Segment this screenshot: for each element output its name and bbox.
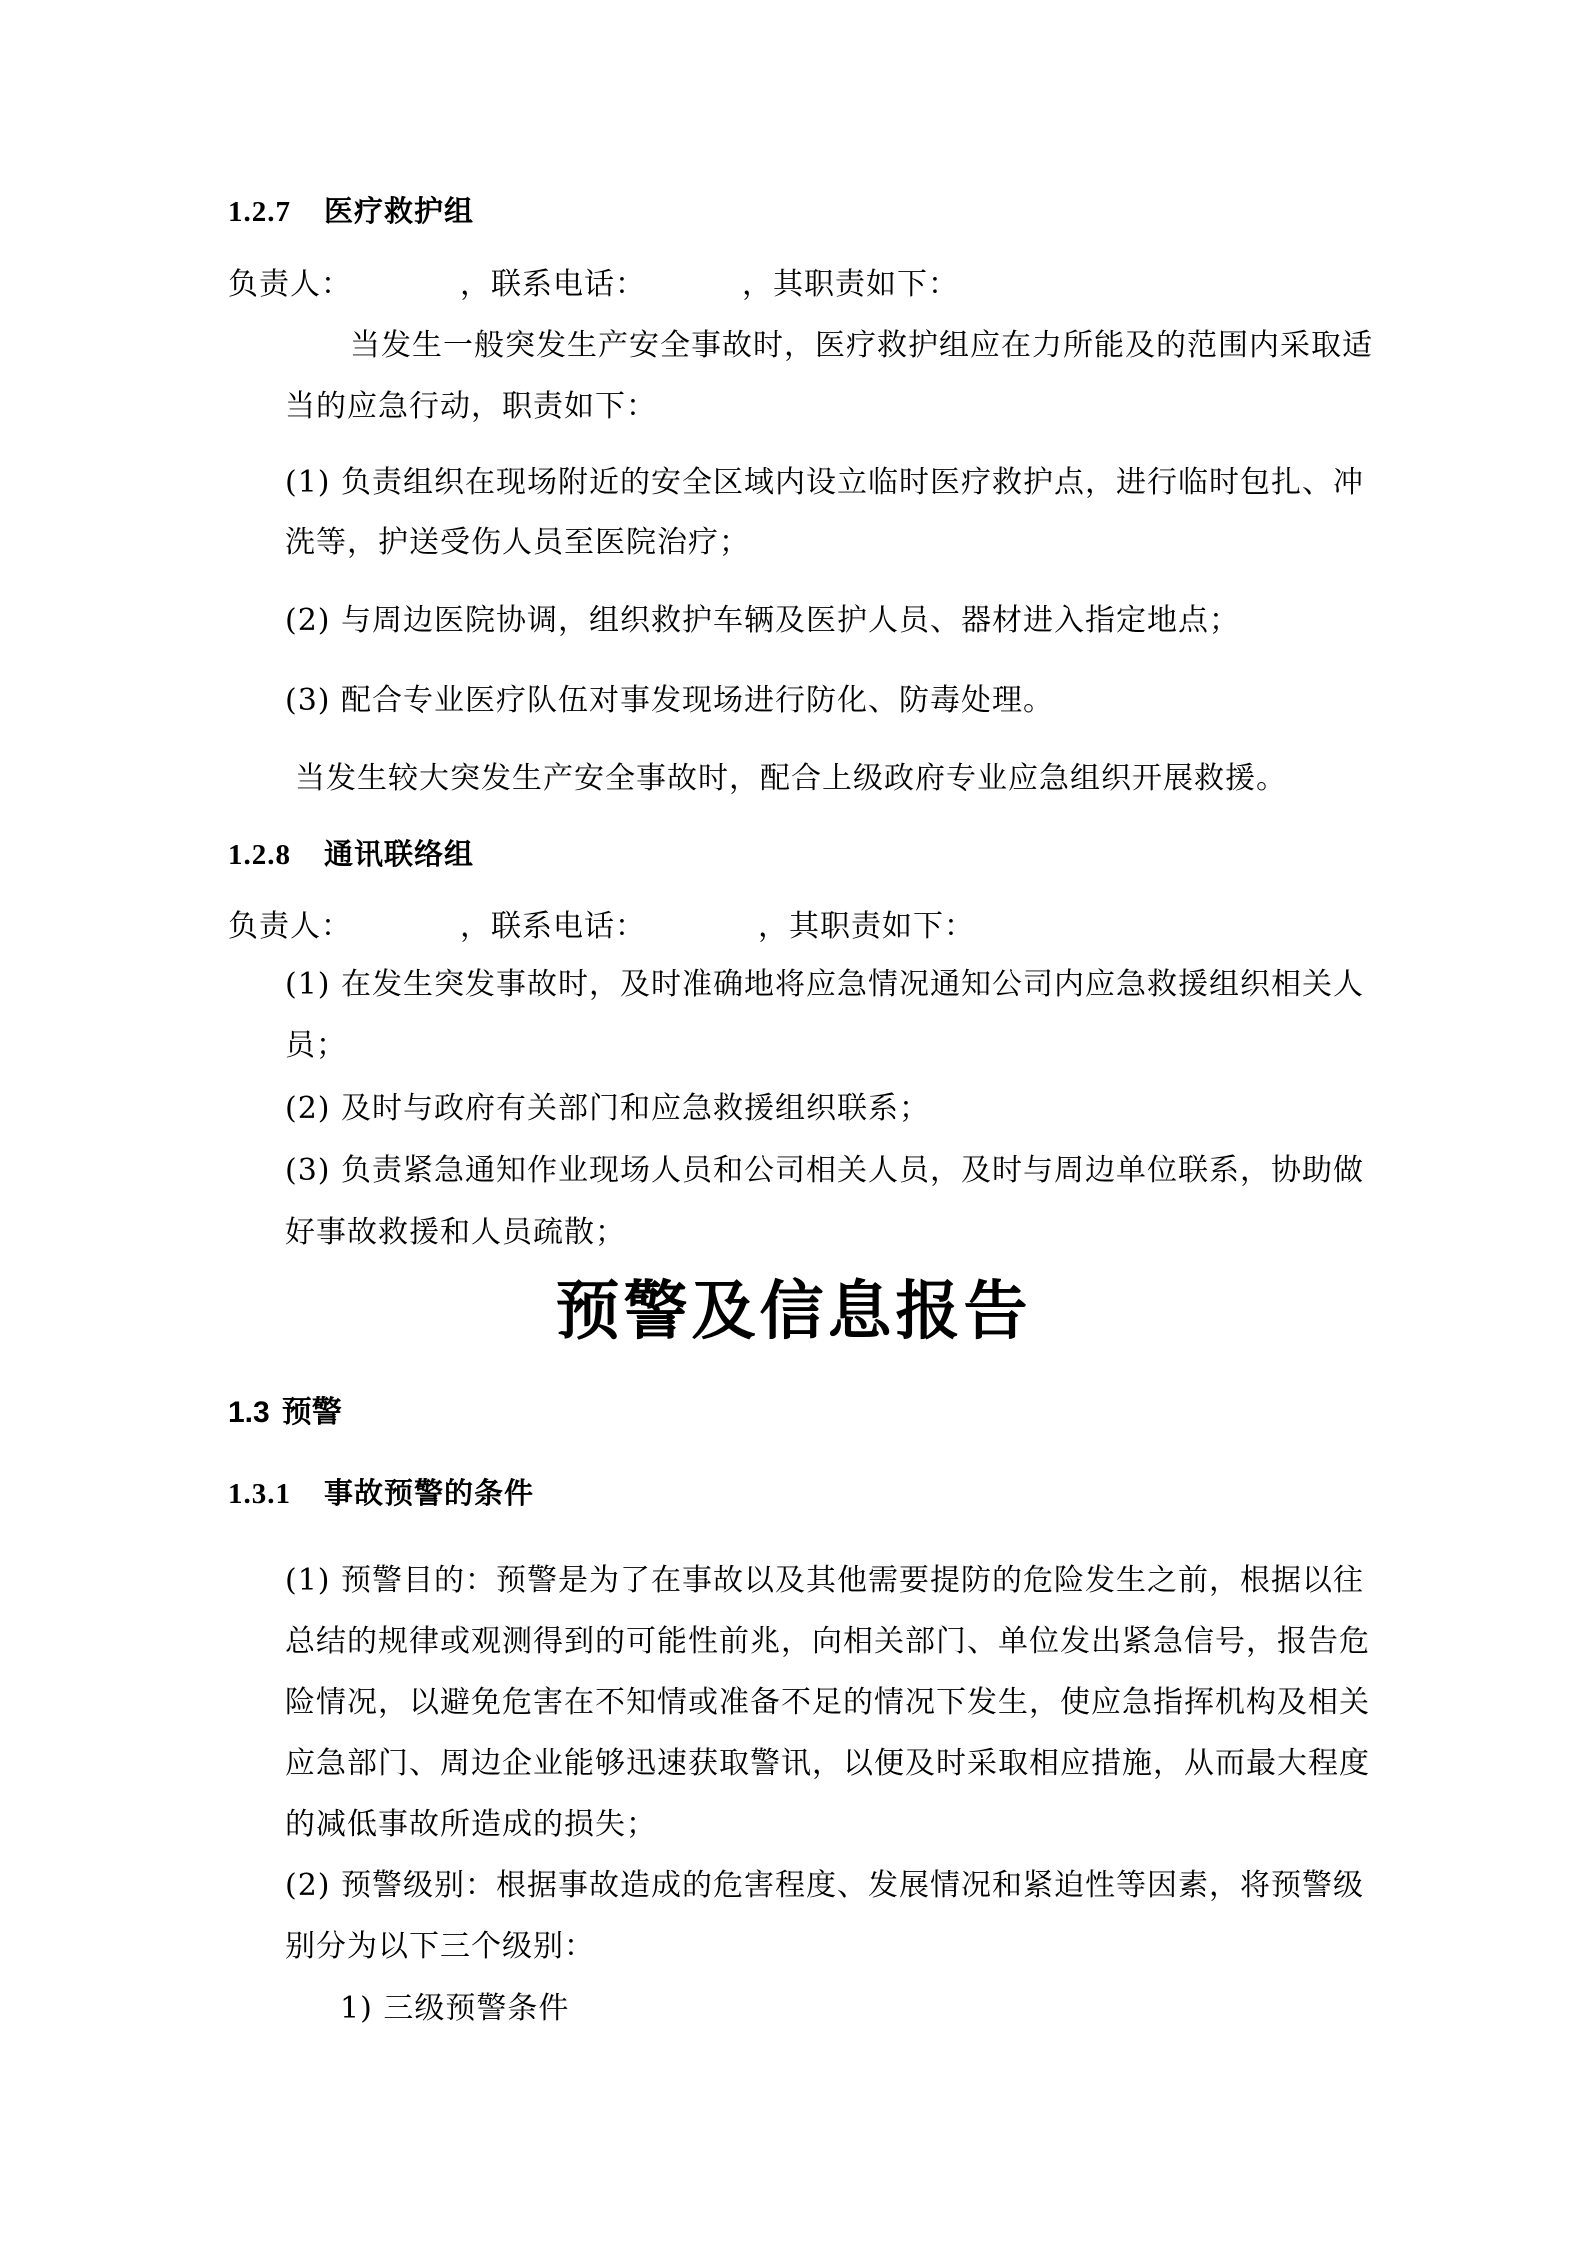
section-heading-1-3-1 [228, 1472, 534, 1515]
duty-label: ，其职责如下： [742, 267, 959, 302]
phone-label: ，联系电话： [460, 909, 646, 944]
list-item-line: (2) 与周边医院协调，组织救护车辆及医护人员、器材进入指定地点； [285, 603, 1241, 638]
section-title: 事故预警的条件 [324, 1476, 535, 1510]
responsible-line [228, 906, 975, 948]
paragraph-line: 当发生一般突发生产安全事故时，医疗救护组应在力所能及的范围内采取适 [350, 328, 1373, 363]
list-item-line: 别分为以下三个级别： [285, 1929, 595, 1964]
list-item-line: 员； [285, 1028, 347, 1063]
list-item-line: 应急部门、周边企业能够迅速获取警讯，以便及时采取相应措施，从而最大程度 [285, 1746, 1370, 1781]
section-title: 预警 [281, 1395, 342, 1430]
list-item-line: 的减低事故所造成的损失； [285, 1807, 657, 1842]
responsible-line [228, 264, 959, 306]
section-heading-1-3 [228, 1392, 342, 1434]
list-item-line: (1) 预警目的：预警是为了在事故以及其他需要提防的危险发生之前，根据以往 [285, 1563, 1365, 1598]
list-item-line: (3) 负责紧急通知作业现场人员和公司相关人员，及时与周边单位联系，协助做 [285, 1153, 1365, 1188]
list-item-line: 险情况，以避免危害在不知情或准备不足的情况下发生，使应急指挥机构及相关 [285, 1685, 1370, 1720]
section-number: 1.2.8 [228, 839, 291, 871]
phone-label: ，联系电话： [460, 267, 646, 302]
list-item-line: 洗等，护送受伤人员至医院治疗； [285, 525, 750, 560]
list-item-line: 总结的规律或观测得到的可能性前兆，向相关部门、单位发出紧急信号，报告危 [285, 1624, 1370, 1659]
list-item-line: 好事故救援和人员疏散； [285, 1215, 626, 1250]
list-item-line: (3) 配合专业医疗队伍对事发现场进行防化、防毒处理。 [285, 683, 1055, 718]
section-heading-1-2-7 [228, 190, 474, 233]
paragraph-line: 当发生较大突发生产安全事故时，配合上级政府专业应急组织开展救援。 [295, 761, 1287, 796]
list-item-line: (2) 及时与政府有关部门和应急救援组织联系； [285, 1091, 931, 1126]
person-label: 负责人： [228, 909, 352, 944]
person-label: 负责人： [228, 267, 352, 302]
section-number: 1.3 [228, 1396, 270, 1429]
paragraph-line: 当的应急行动，职责如下： [285, 389, 657, 424]
section-title: 医疗救护组 [324, 194, 475, 228]
list-item-line: (1) 在发生突发事故时，及时准确地将应急情况通知公司内应急救援组织相关人 [285, 967, 1365, 1002]
section-heading-1-2-8 [228, 833, 474, 876]
section-title: 通讯联络组 [324, 837, 475, 871]
section-number: 1.2.7 [228, 196, 291, 228]
sub-item-line: 1) 三级预警条件 [340, 1991, 570, 2026]
duty-label: ，其职责如下： [758, 909, 975, 944]
section-number: 1.3.1 [228, 1478, 291, 1510]
list-item-line: (2) 预警级别：根据事故造成的危害程度、发展情况和紧迫性等因素，将预警级 [285, 1868, 1365, 1903]
chapter-title: 预警及信息报告 [555, 1274, 1032, 1349]
list-item-line: (1) 负责组织在现场附近的安全区域内设立临时医疗救护点，进行临时包扎、冲 [285, 465, 1365, 500]
